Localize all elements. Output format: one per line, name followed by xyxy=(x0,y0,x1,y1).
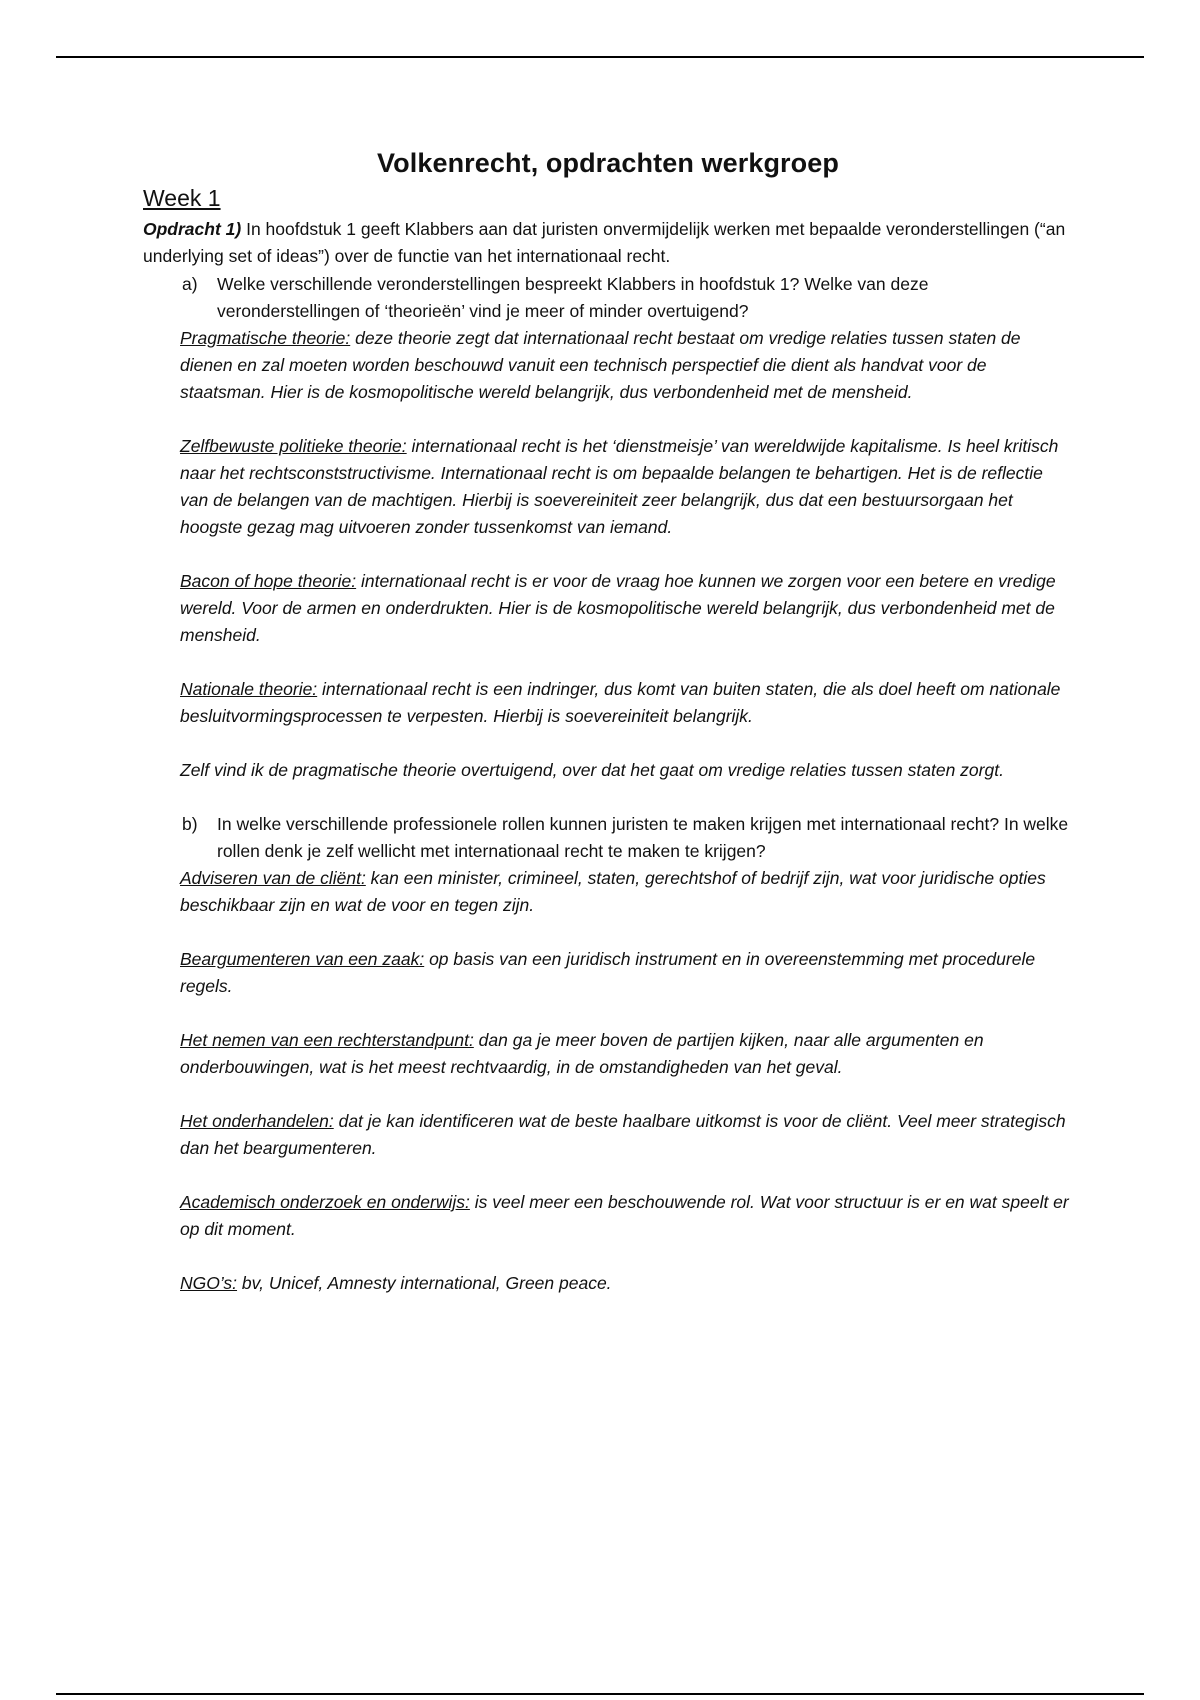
answer-term: Bacon of hope theorie: xyxy=(180,571,357,591)
answer-text: dat je kan identificeren wat de beste haalbare uitkomst is voor de cliënt. Veel meer strategisch dan het beargumenteren. xyxy=(180,1111,1066,1158)
answers-a xyxy=(180,325,1073,784)
question-a-label: a) xyxy=(182,274,198,294)
question-a xyxy=(143,271,1073,325)
answer-text: dan ga je meer boven de partijen kijken, naar alle argumenten en onderbouwingen, wat is het meest rechtvaardig, in de omstandigheden van het geval. xyxy=(180,1030,984,1077)
answer-paragraph xyxy=(180,946,1073,1000)
answer-text: internationaal recht is een indringer, dus komt van buiten staten, die als doel heeft om nationale besluitvormingsprocessen te verpesten. Hierbij is soevereiniteit belangrijk. xyxy=(180,679,1061,726)
answer-term: NGO’s: xyxy=(180,1273,238,1293)
answer-paragraph xyxy=(180,1189,1073,1243)
answers-b xyxy=(180,865,1073,1297)
question-b xyxy=(143,811,1073,865)
answer-paragraph xyxy=(180,568,1073,649)
opinion-paragraph: Zelf vind ik de pragmatische theorie overtuigend, over dat het gaat om vredige relaties tussen staten zorgt. xyxy=(180,760,1004,780)
answer-text: is veel meer een beschouwende rol. Wat voor structuur is er en wat speelt er op dit moment. xyxy=(180,1192,1069,1239)
answer-term: Adviseren van de cliënt: xyxy=(180,868,366,888)
question-b-text: In welke verschillende professionele rollen kunnen juristen te maken krijgen met internationaal recht? In welke rollen denk je zelf wellicht met internationaal recht te maken te krijgen? xyxy=(217,814,1069,861)
answer-term: Beargumenteren van een zaak: xyxy=(180,949,425,969)
answer-term: Het onderhandelen: xyxy=(180,1111,334,1131)
answer-paragraph xyxy=(180,1270,1073,1297)
answer-term: Pragmatische theorie: xyxy=(180,328,351,348)
answer-text: internationaal recht is er voor de vraag hoe kunnen we zorgen voor een betere en vredige wereld. Voor de armen en onderdrukten. Hier is de kosmopolitische wereld belangrijk, dus verbondenheid met de mensheid. xyxy=(180,571,1056,645)
answer-term: Het nemen van een rechterstandpunt: xyxy=(180,1030,474,1050)
week-heading: Week 1 xyxy=(143,185,221,211)
assignment-label: Opdracht 1) xyxy=(143,219,242,239)
assignment-intro xyxy=(143,216,1073,270)
answer-term: Nationale theorie: xyxy=(180,679,318,699)
answer-text: bv, Unicef, Amnesty international, Green peace. xyxy=(237,1273,612,1293)
answer-paragraph xyxy=(180,865,1073,919)
header-rule xyxy=(56,56,1144,58)
answer-paragraph xyxy=(180,325,1073,406)
document-body xyxy=(143,148,1073,1297)
answer-text: deze theorie zegt dat internationaal recht bestaat om vredige relaties tussen staten de dienen en zal moeten worden beschouwd vanuit een technisch perspectief die dient als handvat voor de staatsman. Hier is de kosmopolitische wereld belangrijk, dus verbondenheid met de mensheid. xyxy=(180,328,1021,402)
document-title: Volkenrecht, opdrachten werkgroep xyxy=(377,148,839,178)
question-b-label: b) xyxy=(182,814,198,834)
assignment-text: In hoofdstuk 1 geeft Klabbers aan dat juristen onvermijdelijk werken met bepaalde veronderstellingen (“an underlying set of ideas”) over de functie van het internationaal recht. xyxy=(143,219,1066,266)
answer-text: internationaal recht is het ‘dienstmeisje’ van wereldwijde kapitalisme. Is heel kritisch naar het rechtsconststructivisme. Internationaal recht is om bepaalde belangen te behartigen. Het is de reflectie van de belangen van de machtigen. Hierbij is soevereiniteit zeer belangrijk, dus dat een bestuursorgaan het hoogste gezag mag uitvoeren zonder tussenkomst van iemand. xyxy=(180,436,1059,537)
answer-paragraph xyxy=(180,433,1073,541)
answer-term: Academisch onderzoek en onderwijs: xyxy=(180,1192,470,1212)
answer-text: kan een minister, crimineel, staten, gerechtshof of bedrijf zijn, wat voor juridische opties beschikbaar zijn en wat de voor en tegen zijn. xyxy=(180,868,1046,915)
answer-paragraph xyxy=(180,1027,1073,1081)
answer-paragraph xyxy=(180,676,1073,730)
answer-paragraph xyxy=(180,1108,1073,1162)
answer-text: op basis van een juridisch instrument en in overeenstemming met procedurele regels. xyxy=(180,949,1036,996)
answer-term: Zelfbewuste politieke theorie: xyxy=(180,436,407,456)
footer-rule xyxy=(56,1693,1144,1695)
question-a-text: Welke verschillende veronderstellingen bespreekt Klabbers in hoofdstuk 1? Welke van deze veronderstellingen of ‘theorieën’ vind je meer of minder overtuigend? xyxy=(217,274,929,321)
